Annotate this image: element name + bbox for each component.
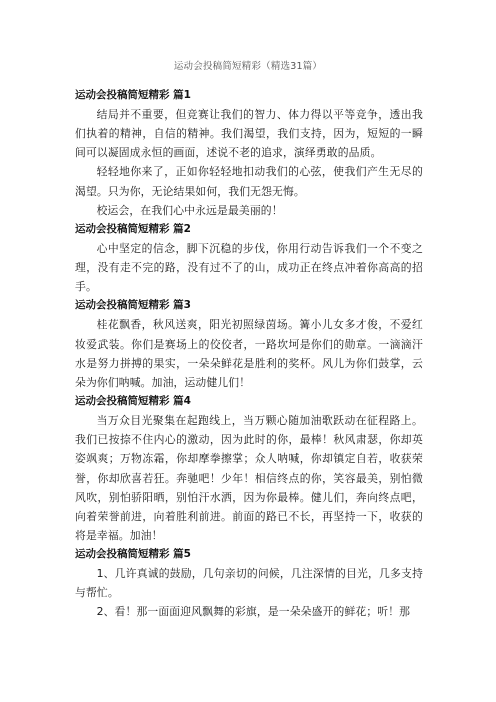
section-heading: 运动会投稿简短精彩 篇4 [75,395,191,408]
paragraph: 2、看！那一面面迎风飘舞的彩旗，是一朵朵盛开的鲜花；听！那 [96,605,411,619]
paragraph: 校运会，在我们心中永远是最美丽的！ [96,203,283,217]
paragraph: 当万众目光聚集在起跑线上，当万颗心随加油歌跃动在征程路上。我们已按捺不住内心的激动，因为此时的你，最棒！秋风肃瑟，你却英姿飒爽；万物冻霜，你却摩拳擦掌；众人呐喊，你却镇定自若，收获荣誉，你却欣喜若狂。奔驰吧！少年！相信终点的你，笑容最美，别怕微风吹，别怕骄阳晒，别怕汗水洒，因为你最棒。健儿们，奔向终点吧，向着荣誉前进，向着胜利前进。前面的路已不长，再坚持一下，收获的将是幸福。加油！ [75,414,423,542]
document-body [75,86,423,622]
section-3 [75,296,423,392]
section-heading: 运动会投稿简短精彩 篇2 [75,222,191,235]
paragraph: 1、几许真诚的鼓励，几句亲切的问候，几注深情的目光，几多支持与帮忙。 [75,567,423,600]
section-heading: 运动会投稿简短精彩 篇5 [75,548,191,561]
section-2 [75,220,423,296]
paragraph: 桂花飘香，秋风送爽，阳光初照绿茵场。篝小儿女多才俊，不爱红妆爱武装。你们是赛场上的佼佼者，一路坎坷是你们的勋章。一滴滴汗水是努力拼搏的果实，一朵朵鲜花是胜利的奖杯。风儿为你们鼓掌，云朵为你们呐喊。加油，运动健儿们！ [75,318,423,389]
paragraph: 轻轻地你来了，正如你轻轻地扣动我们的心弦，使我们产生无尽的渴望。只为你，无论结果如何，我们无怨无悔。 [75,165,423,198]
section-heading: 运动会投稿简短精彩 篇1 [75,89,191,101]
paragraph: 心中坚定的信念，脚下沉稳的步伐，你用行动告诉我们一个不变之理，没有走不完的路，没有过不了的山，成功正在终点冲着你高高的招手。 [75,241,423,294]
section-5 [75,545,423,621]
document-title: 运动会投稿简短精彩（精选31篇） [173,61,323,72]
section-1 [75,86,423,220]
section-4 [75,392,423,545]
paragraph: 结局并不重要，但竞赛让我们的智力、体力得以平等竞争，透出我们执着的精神，自信的精神。我们渴望，我们支持，因为，短短的一瞬间可以凝固成永恒的画面，述说不老的追求，演绎勇敢的品质。 [75,108,423,160]
section-heading: 运动会投稿简短精彩 篇3 [75,299,191,312]
